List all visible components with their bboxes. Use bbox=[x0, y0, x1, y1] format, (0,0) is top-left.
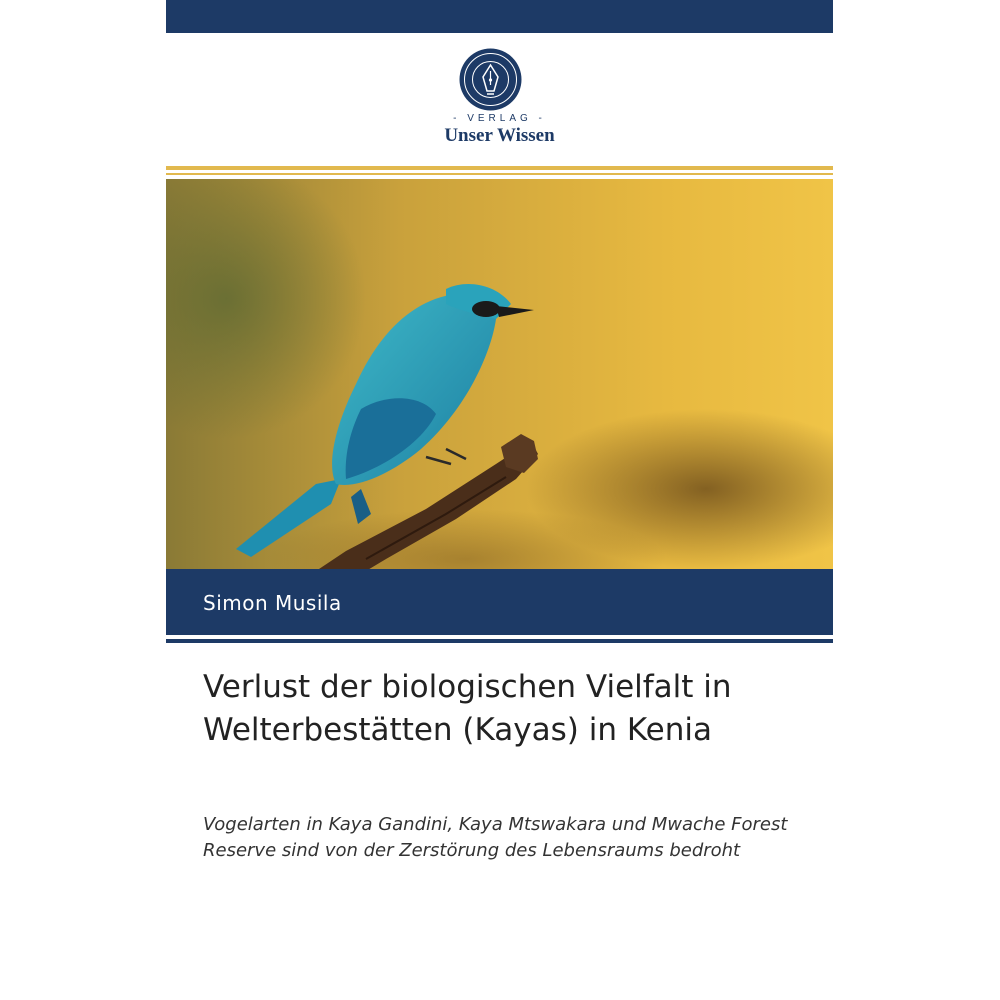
publisher-logo bbox=[166, 42, 833, 154]
book-cover bbox=[166, 0, 833, 1000]
gold-divider bbox=[166, 173, 833, 175]
navy-divider bbox=[166, 639, 833, 643]
book-title: Verlust der biologischen Vielfalt in Welterbestätten (Kayas) in Kenia bbox=[203, 669, 732, 748]
author-band bbox=[166, 569, 833, 635]
author-name: Simon Musila bbox=[203, 591, 342, 615]
publisher-tagline: - VERLAG - bbox=[453, 113, 546, 124]
publisher-seal-icon bbox=[458, 47, 523, 112]
top-color-band bbox=[166, 0, 833, 33]
book-subtitle: Vogelarten in Kaya Gandini, Kaya Mtswakara und Mwache Forest Reserve sind von der Zerstörung des Lebensraums bedroht bbox=[203, 814, 788, 861]
gold-divider bbox=[166, 166, 833, 170]
publisher-name: Unser Wissen bbox=[444, 125, 555, 146]
cover-photo bbox=[166, 179, 833, 569]
